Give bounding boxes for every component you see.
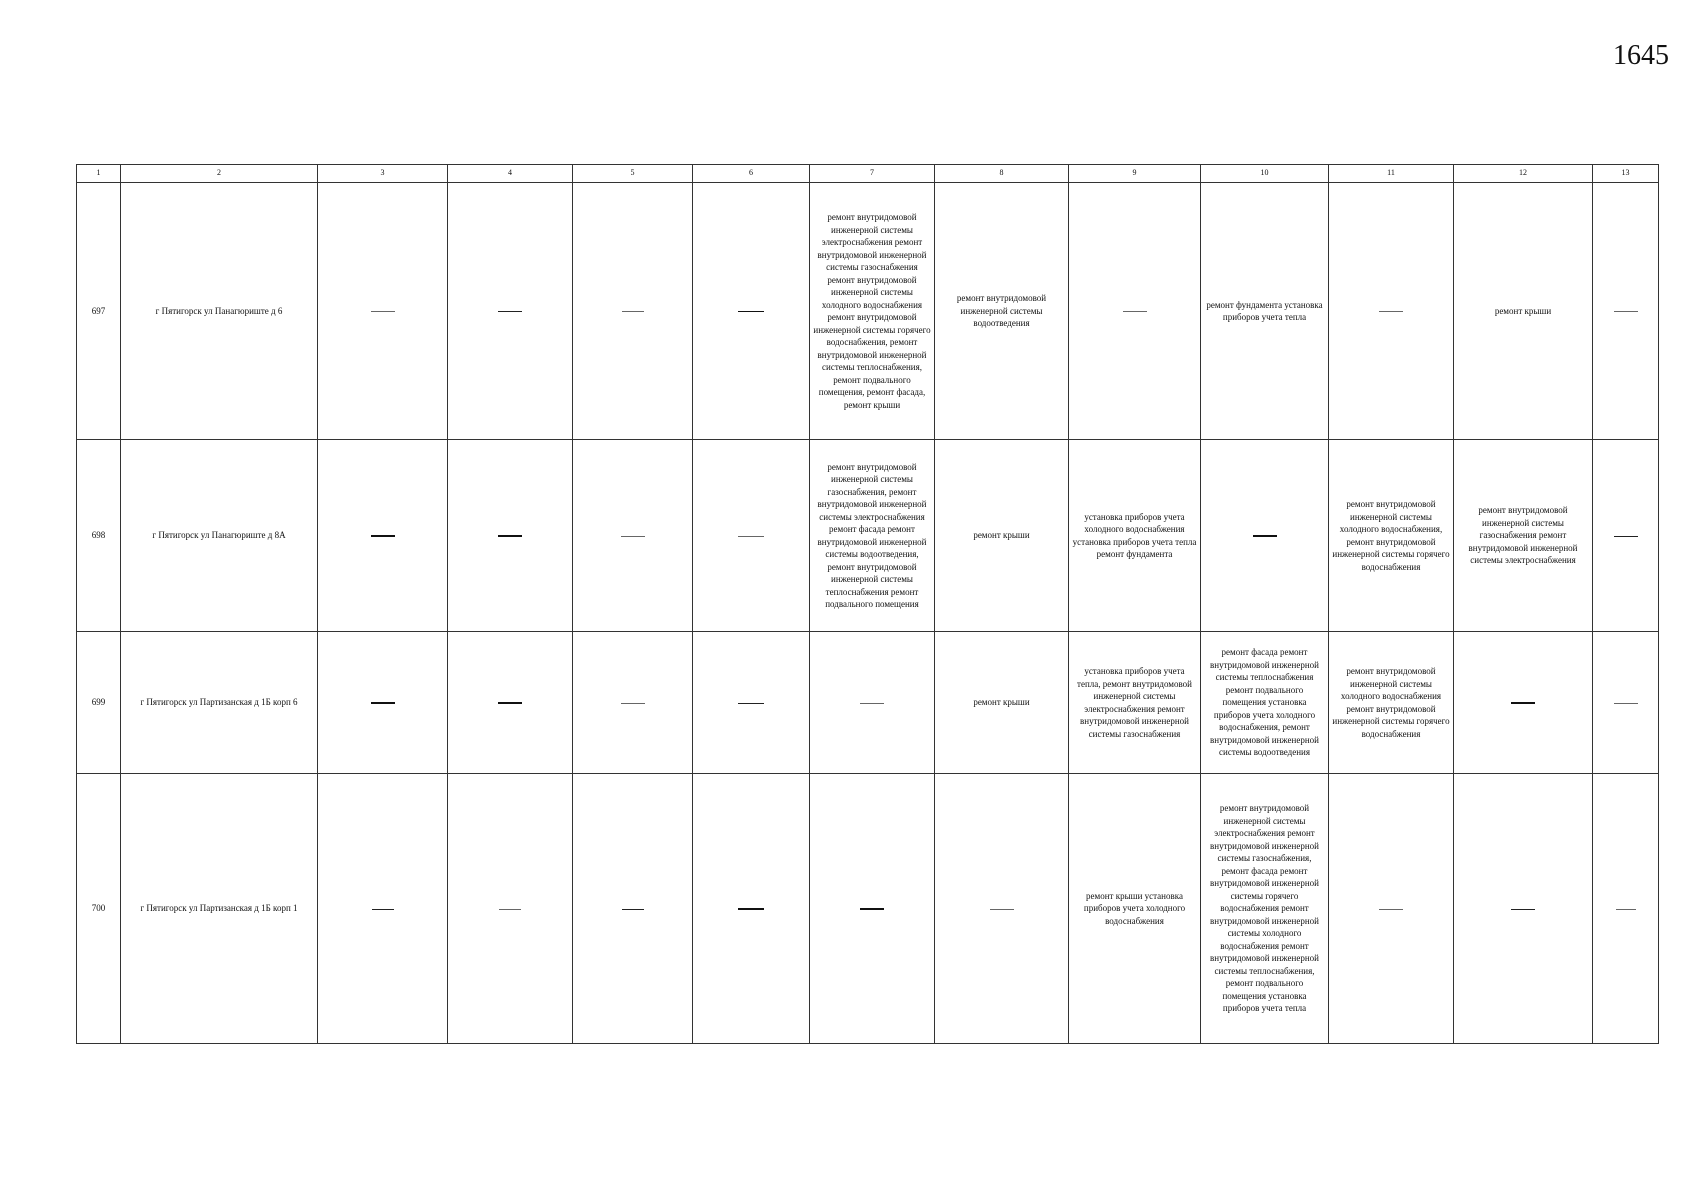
- column-header: 3: [318, 165, 448, 183]
- empty-dash-cell: [1593, 774, 1659, 1044]
- works-cell: ремонт внутридомовой инженерной системы газоснабжения, ремонт внутридомовой инженерной системы электроснабжения ремонт фасада ремонт внутридомовой инженерной системы водоотведения, ремонт внутридомовой инженерной системы теплоснабжения ремонт подвального помещения: [810, 440, 935, 632]
- dash-mark: [1253, 535, 1277, 537]
- dash-mark: [1379, 909, 1403, 910]
- empty-dash-cell: [693, 183, 810, 440]
- empty-dash-cell: [1593, 440, 1659, 632]
- column-header: 13: [1593, 165, 1659, 183]
- column-number-row: [77, 165, 1659, 183]
- dash-mark: [621, 536, 645, 537]
- dash-mark: [371, 535, 395, 537]
- dash-mark: [498, 702, 522, 704]
- dash-mark: [372, 909, 394, 910]
- empty-dash-cell: [573, 774, 693, 1044]
- works-cell: ремонт внутридомовой инженерной системы электроснабжения ремонт внутридомовой инженерной системы газоснабжения ремонт внутридомовой инженерной системы холодного водоснабжения ремонт внутридомовой инженерной системы горячего водоснабжения, ремонт внутридомовой инженерной системы теплоснабжения, ремонт подвального помещения, ремонт фасада, ремонт крыши: [810, 183, 935, 440]
- repair-schedule-table: [76, 164, 1659, 1044]
- dash-mark: [860, 908, 884, 910]
- empty-dash-cell: [1593, 632, 1659, 774]
- address-cell: г Пятигорск ул Панагюриште д 6: [121, 183, 318, 440]
- address-cell: г Пятигорск ул Партизанская д 1Б корп 1: [121, 774, 318, 1044]
- dash-mark: [738, 536, 764, 537]
- works-cell: ремонт внутридомовой инженерной системы водоотведения: [935, 183, 1069, 440]
- dash-mark: [1616, 909, 1636, 910]
- table-row: [77, 183, 1659, 440]
- column-header: 4: [448, 165, 573, 183]
- dash-mark: [622, 909, 644, 910]
- dash-mark: [1614, 311, 1638, 312]
- row-number: 697: [77, 183, 121, 440]
- empty-dash-cell: [1069, 183, 1201, 440]
- column-header: 6: [693, 165, 810, 183]
- empty-dash-cell: [448, 632, 573, 774]
- dash-mark: [1614, 703, 1638, 704]
- empty-dash-cell: [1201, 440, 1329, 632]
- works-cell: ремонт внутридомовой инженерной системы холодного водоснабжения, ремонт внутридомовой инженерной системы горячего водоснабжения: [1329, 440, 1454, 632]
- empty-dash-cell: [318, 774, 448, 1044]
- works-cell: ремонт внутридомовой инженерной системы электроснабжения ремонт внутридомовой инженерной системы газоснабжения, ремонт фасада ремонт внутридомовой инженерной системы горячего водоснабжения ремонт внутридомовой инженерной системы холодного водоснабжения ремонт внутридомовой инженерной системы теплоснабжения, ремонт подвального помещения установка приборов учета тепла: [1201, 774, 1329, 1044]
- works-cell: ремонт внутридомовой инженерной системы газоснабжения ремонт внутридомовой инженерной системы электроснабжения: [1454, 440, 1593, 632]
- empty-dash-cell: [318, 632, 448, 774]
- dash-mark: [738, 908, 764, 910]
- column-header: 2: [121, 165, 318, 183]
- dash-mark: [499, 909, 521, 910]
- dash-mark: [1123, 311, 1147, 312]
- works-cell: установка приборов учета холодного водоснабжения установка приборов учета тепла ремонт фундамента: [1069, 440, 1201, 632]
- dash-mark: [622, 311, 644, 312]
- column-header: 8: [935, 165, 1069, 183]
- works-cell: ремонт фасада ремонт внутридомовой инженерной системы теплоснабжения ремонт подвального помещения установка приборов учета холодного водоснабжения, ремонт внутридомовой инженерной системы водоотведения: [1201, 632, 1329, 774]
- dash-mark: [1614, 536, 1638, 537]
- dash-mark: [1511, 909, 1535, 910]
- dash-mark: [1511, 702, 1535, 704]
- empty-dash-cell: [1454, 632, 1593, 774]
- empty-dash-cell: [573, 440, 693, 632]
- column-header: 11: [1329, 165, 1454, 183]
- works-cell: ремонт крыши: [935, 632, 1069, 774]
- empty-dash-cell: [693, 774, 810, 1044]
- row-number: 698: [77, 440, 121, 632]
- works-cell: ремонт крыши: [935, 440, 1069, 632]
- table-row: [77, 632, 1659, 774]
- column-header: 12: [1454, 165, 1593, 183]
- dash-mark: [621, 703, 645, 704]
- empty-dash-cell: [448, 440, 573, 632]
- column-header: 5: [573, 165, 693, 183]
- column-header: 7: [810, 165, 935, 183]
- row-number: 700: [77, 774, 121, 1044]
- empty-dash-cell: [810, 774, 935, 1044]
- empty-dash-cell: [573, 632, 693, 774]
- empty-dash-cell: [1454, 774, 1593, 1044]
- empty-dash-cell: [935, 774, 1069, 1044]
- works-cell: ремонт крыши установка приборов учета холодного водоснабжения: [1069, 774, 1201, 1044]
- works-cell: установка приборов учета тепла, ремонт внутридомовой инженерной системы электроснабжения ремонт внутридомовой инженерной системы газоснабжения: [1069, 632, 1201, 774]
- page-number: 1645: [1613, 40, 1669, 71]
- address-cell: г Пятигорск ул Панагюриште д 8А: [121, 440, 318, 632]
- table-row: [77, 774, 1659, 1044]
- dash-mark: [498, 311, 522, 312]
- empty-dash-cell: [1329, 774, 1454, 1044]
- empty-dash-cell: [1593, 183, 1659, 440]
- empty-dash-cell: [318, 183, 448, 440]
- empty-dash-cell: [318, 440, 448, 632]
- dash-mark: [860, 703, 884, 704]
- works-cell: ремонт фундамента установка приборов учета тепла: [1201, 183, 1329, 440]
- dash-mark: [738, 703, 764, 704]
- row-number: 699: [77, 632, 121, 774]
- dash-mark: [371, 702, 395, 704]
- empty-dash-cell: [1329, 183, 1454, 440]
- table-row: [77, 440, 1659, 632]
- dash-mark: [1379, 311, 1403, 312]
- works-cell: ремонт крыши: [1454, 183, 1593, 440]
- empty-dash-cell: [448, 183, 573, 440]
- empty-dash-cell: [448, 774, 573, 1044]
- column-header: 1: [77, 165, 121, 183]
- empty-dash-cell: [693, 440, 810, 632]
- empty-dash-cell: [693, 632, 810, 774]
- dash-mark: [371, 311, 395, 312]
- address-cell: г Пятигорск ул Партизанская д 1Б корп 6: [121, 632, 318, 774]
- dash-mark: [498, 535, 522, 537]
- empty-dash-cell: [810, 632, 935, 774]
- column-header: 10: [1201, 165, 1329, 183]
- column-header: 9: [1069, 165, 1201, 183]
- dash-mark: [738, 311, 764, 313]
- empty-dash-cell: [573, 183, 693, 440]
- dash-mark: [990, 909, 1014, 910]
- works-cell: ремонт внутридомовой инженерной системы холодного водоснабжения ремонт внутридомовой инженерной системы горячего водоснабжения: [1329, 632, 1454, 774]
